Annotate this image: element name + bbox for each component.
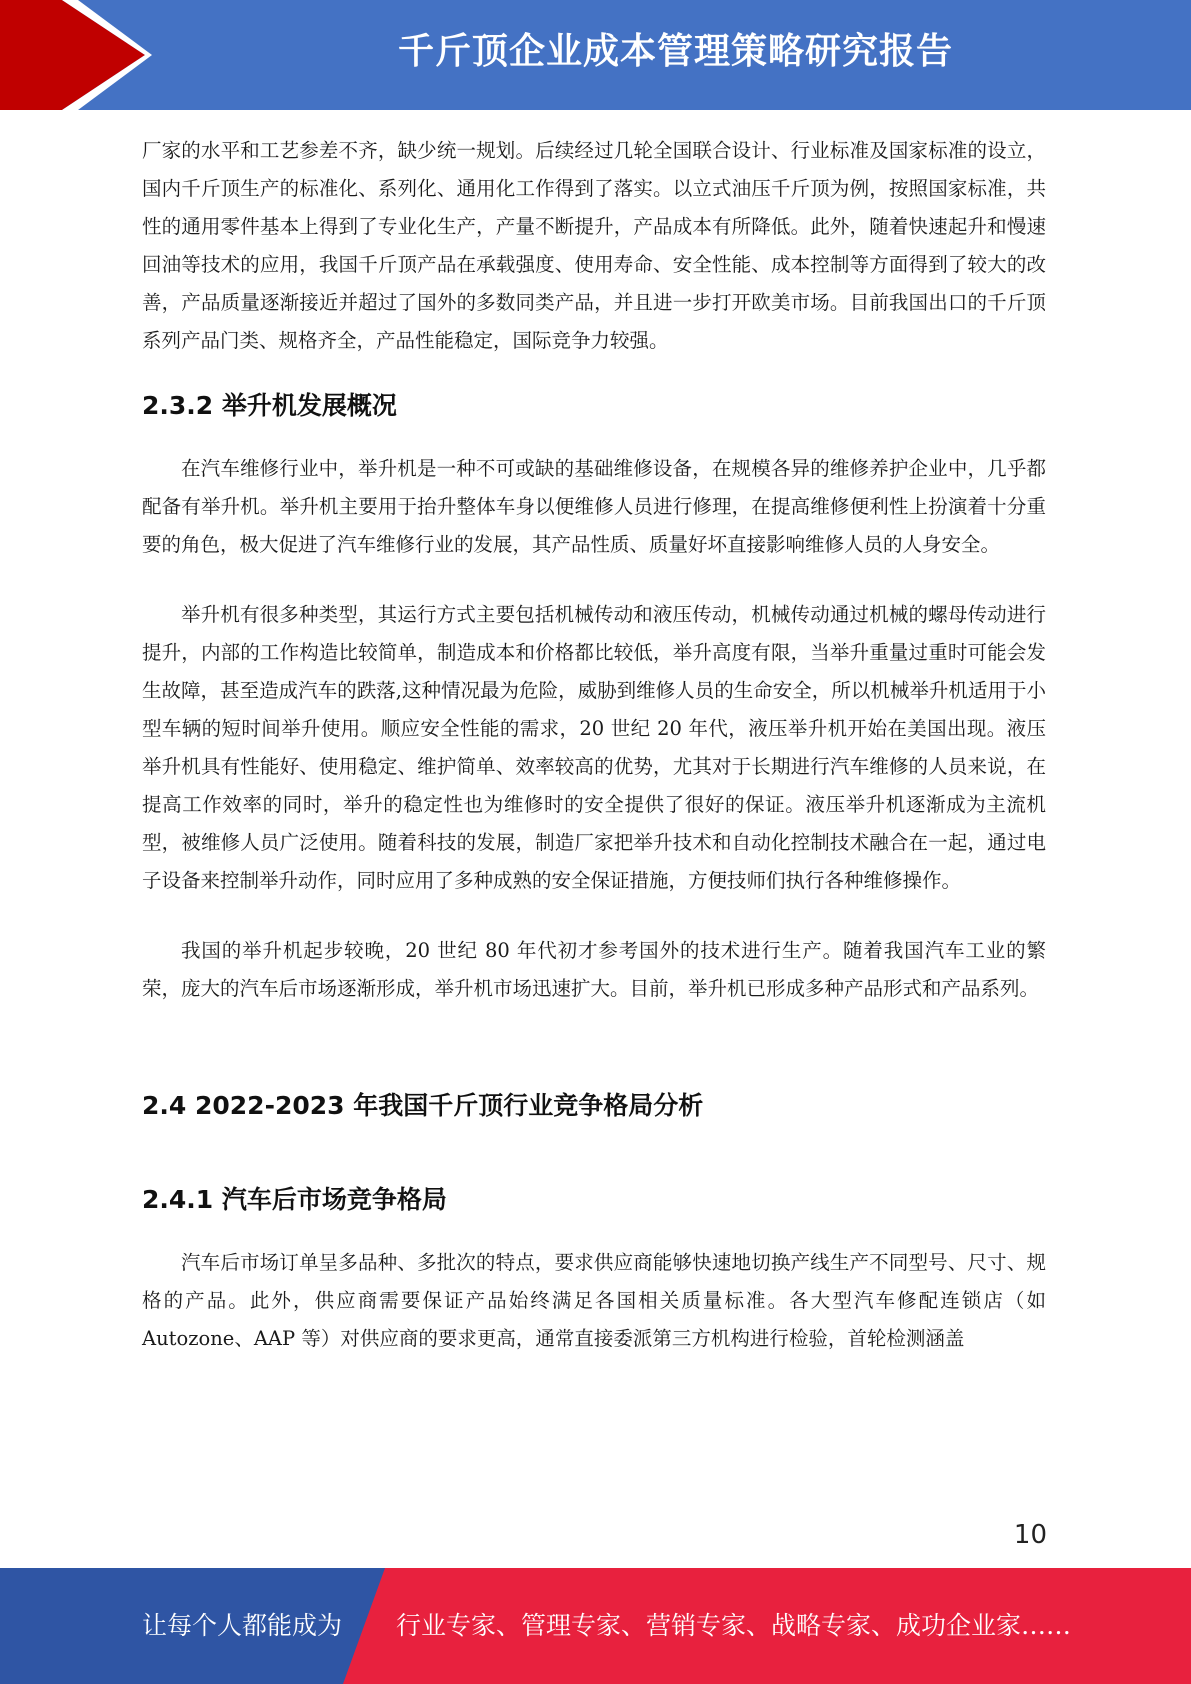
- footer-slogan-right: 行业专家、管理专家、营销专家、战略专家、成功企业家……: [396, 1611, 1072, 1640]
- page-footer: [0, 1568, 1191, 1684]
- paragraph-lift-intro: 在汽车维修行业中，举升机是一种不可或缺的基础维修设备，在规模各异的维修养护企业中，几乎都配备有举升机。举升机主要用于抬升整体车身以便维修人员进行修理，在提高维修便利性上扮演着十分重要的角色，极大促进了汽车维修行业的发展，其产品性质、质量好坏直接影响维修人员的人身安全。: [142, 457, 1046, 556]
- paragraph-lift-types: 举升机有很多种类型，其运行方式主要包括机械传动和液压传动，机械传动通过机械的螺母传动进行提升，内部的工作构造比较简单，制造成本和价格都比较低，举升高度有限，当举升重量过重时可能会发生故障，甚至造成汽车的跌落,这种情况最为危险，威胁到维修人员的生命安全，所以机械举升机适用于小型车辆的短时间举升使用。顺应安全性能的需求，20 世纪 20 年代，液压举升机开始在美国出现。液压举升机具有性能好、使用稳定、维护简单、效率较高的优势，尤其对于长期进行汽车维修的人员来说，在提高工作效率的同时，举升的稳定性也为维修时的安全提供了很好的保证。液压举升机逐渐成为主流机型，被维修人员广泛使用。随着科技的发展，制造厂家把举升技术和自动化控制技术融合在一起，通过电子设备来控制举升动作，同时应用了多种成熟的安全保证措施，方便技师们执行各种维修操作。: [142, 603, 1046, 892]
- paragraph-aftermarket: 汽车后市场订单呈多品种、多批次的特点，要求供应商能够快速地切换产线生产不同型号、尺寸、规格的产品。此外，供应商需要保证产品始终满足各国相关质量标准。各大型汽车修配连锁店（如 Autozone、AAP 等）对供应商的要求更高，通常直接委派第三方机构进行检验，首轮检测涵盖: [142, 1251, 1046, 1350]
- page-header: [0, 0, 1191, 110]
- page-number: 10: [1013, 1520, 1047, 1550]
- footer-slogan-left: 让每个人都能成为: [142, 1611, 343, 1640]
- section-heading-2-4-1: 2.4.1 汽车后市场竞争格局: [142, 1185, 447, 1214]
- paragraph-lift-china: 我国的举升机起步较晚，20 世纪 80 年代初才参考国外的技术进行生产。随着我国汽车工业的繁荣，庞大的汽车后市场逐渐形成，举升机市场迅速扩大。目前，举升机已形成多种产品形式和产品系列。: [142, 939, 1046, 1000]
- paragraph-continued: 厂家的水平和工艺参差不齐，缺少统一规划。后续经过几轮全国联合设计、行业标准及国家标准的设立，国内千斤顶生产的标准化、系列化、通用化工作得到了落实。以立式油压千斤顶为例，按照国家标准，共性的通用零件基本上得到了专业化生产，产量不断提升，产品成本有所降低。此外，随着快速起升和慢速回油等技术的应用，我国千斤顶产品在承载强度、使用寿命、安全性能、成本控制等方面得到了较大的改善，产品质量逐渐接近并超过了国外的多数同类产品，并且进一步打开欧美市场。目前我国出口的千斤顶系列产品门类、规格齐全，产品性能稳定，国际竞争力较强。: [142, 139, 1046, 352]
- header-title: 千斤顶企业成本管理策略研究报告: [397, 31, 953, 72]
- section-heading-2-4: 2.4 2022-2023 年我国千斤顶行业竞争格局分析: [142, 1091, 704, 1120]
- section-heading-2-3-2: 2.3.2 举升机发展概况: [142, 391, 397, 420]
- page-body: [142, 132, 1046, 1358]
